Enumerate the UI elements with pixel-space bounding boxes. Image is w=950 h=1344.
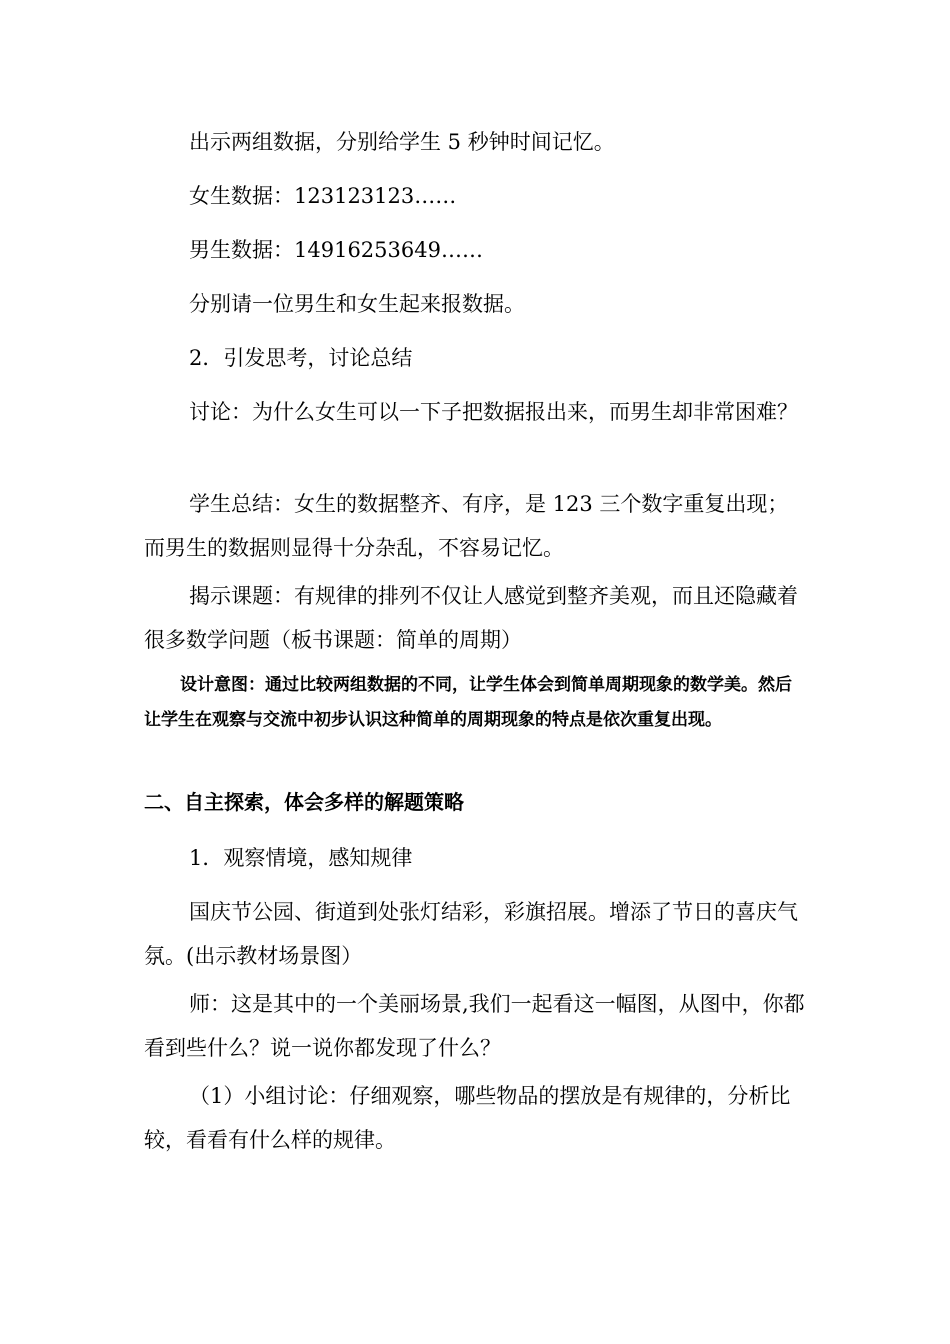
paragraph-text: 男生数据：14916253649…… (189, 238, 483, 262)
paragraph-text: （1）小组讨论：仔细观察，哪些物品的摆放是有规律的，分析比较，看看有什么样的规律。 (144, 1084, 791, 1152)
paragraph-step-2 (189, 336, 809, 380)
paragraph-text: 师：这是其中的一个美丽场景,我们一起看这一幅图，从图中，你都看到些什么？说一说你都发现了什么？ (144, 992, 805, 1060)
paragraph-boys-data (189, 228, 809, 272)
paragraph-girls-data (189, 174, 809, 218)
heading-text: 二、自主探索，体会多样的解题策略 (144, 790, 464, 814)
design-intent-note (144, 668, 806, 738)
paragraph-text: 讨论：为什么女生可以一下子把数据报出来，而男生却非常困难？ (189, 400, 798, 424)
paragraph-step-1 (189, 836, 809, 880)
paragraph-text: 揭示课题：有规律的排列不仅让人感觉到整齐美观，而且还隐藏着很多数学问题（板书课题：简单的周期） (144, 584, 798, 652)
note-text: 设计意图：通过比较两组数据的不同，让学生体会到简单周期现象的数学美。然后让学生在观察与交流中初步认识这种简单的周期现象的特点是依次重复出现。 (144, 675, 792, 730)
paragraph-text: 分别请一位男生和女生起来报数据。 (189, 292, 525, 316)
paragraph-teacher (144, 982, 806, 1070)
paragraph-discussion (144, 390, 806, 434)
paragraph-report-data (189, 282, 809, 326)
paragraph-text: 出示两组数据，分别给学生 5 秒钟时间记忆。 (189, 130, 615, 154)
paragraph-text: 国庆节公园、街道到处张灯结彩，彩旗招展。增添了节日的喜庆气氛。(出示教材场景图） (144, 900, 798, 968)
paragraph-text: 1．观察情境，感知规律 (189, 846, 413, 870)
paragraph-text: 学生总结：女生的数据整齐、有序，是 123 三个数字重复出现；而男生的数据则显得十分杂乱，不容易记忆。 (144, 492, 789, 560)
paragraph-group-discussion (144, 1074, 806, 1162)
paragraph-student-summary (144, 482, 806, 570)
paragraph-national-day (144, 890, 806, 978)
section-heading (144, 784, 806, 820)
paragraph-text: 女生数据：123123123…… (189, 184, 457, 208)
paragraph-show-data (189, 120, 809, 164)
paragraph-text: 2．引发思考，讨论总结 (189, 346, 413, 370)
paragraph-reveal-topic (144, 574, 806, 662)
